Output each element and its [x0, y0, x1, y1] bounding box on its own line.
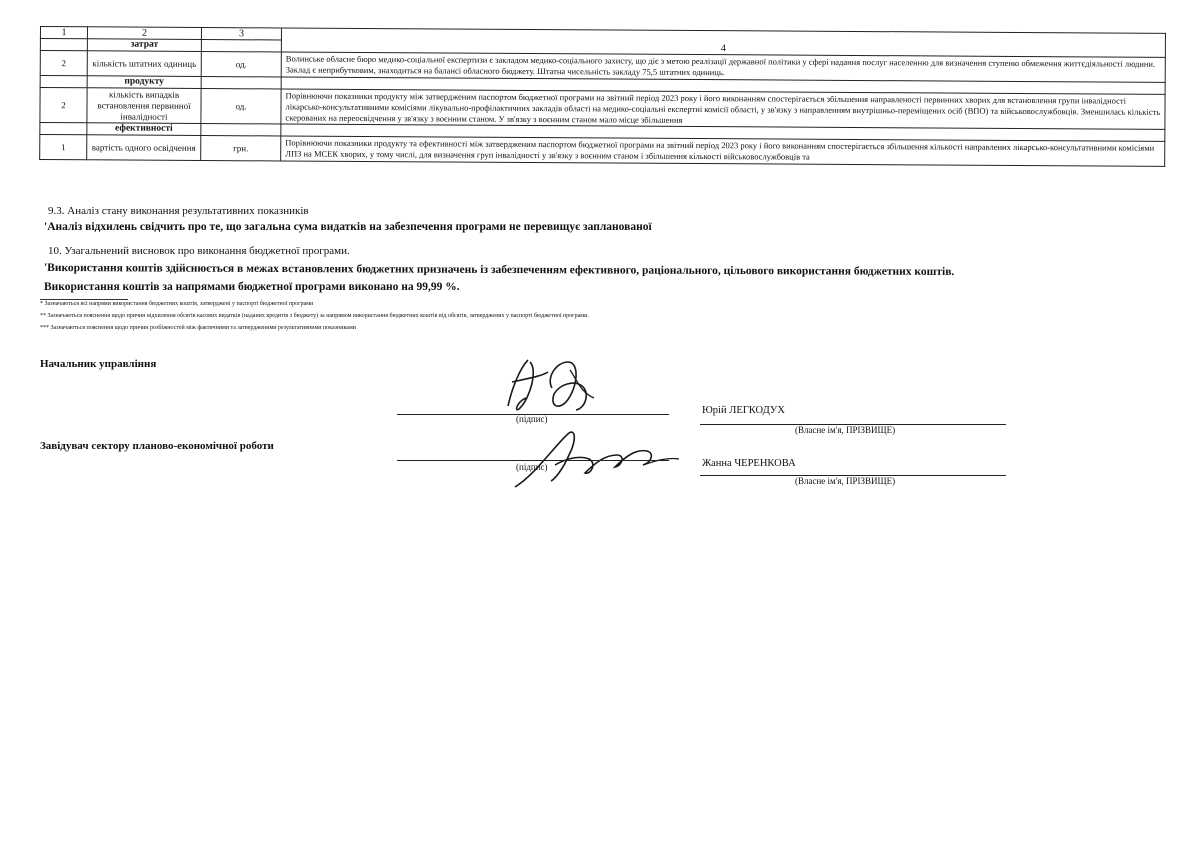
section-9-3-title: 9.3. Аналіз стану виконання результативних показників [48, 205, 309, 217]
row-number: 2 [40, 51, 87, 76]
signature-1-image [490, 348, 610, 428]
row-number: 2 [40, 88, 87, 123]
signature-2-caption: (підпис) [516, 462, 548, 472]
indicator-description: Волинське обласне бюро медико-соціальної експертизи є закладом медико-соціального захисту, що діє з метою реалізації державної політики у сфері надання послуг населенню для визначення ступеню обмеження життєдіяльності людини. Заклад є неприбутковим, знаходиться на балансі обласного бюджету. Штатна чисельність закладу 75,5 штатних одиниць. [281, 52, 1165, 82]
indicators-table [39, 26, 1166, 167]
section-label-zatrat: затрат [87, 39, 201, 52]
row-number: 1 [40, 135, 87, 160]
indicator-name: кількість штатних одиниць [87, 51, 201, 77]
indicator-unit: од. [201, 88, 281, 123]
indicator-unit: од. [201, 51, 281, 76]
header-cell-4: 4 [281, 28, 1165, 57]
indicator-description: Порівнюючи показники продукту та ефективності між затвердженим паспортом бюджетної програми на звітний період 2023 року і його виконанням спостерігається збільшення кількості направлених лікарсько-консультативними комісіями ЛПЗ на МСЕК хворих, у тому числі, для визначення груп інвалідності у зв'язку з воєнним станом і збільшення кількості військовослужбовців та [281, 136, 1165, 166]
header-cell-1: 1 [40, 27, 87, 39]
indicator-name: кількість випадків встановлення первинної інвалідності [87, 88, 201, 124]
signature-1-caption: (підпис) [516, 414, 548, 424]
section-10-line1: 'Використання коштів здійснюється в межах встановлених бюджетних призначень із забезпеченням ефективного, раціонального, цільового використання бюджетних коштів. [43, 262, 955, 278]
footnote-2: ** Зазначаються пояснення щодо причин відхилення обсягів касових видатків (наданих кредитів з бюджету) за напрямом використання бюджетних коштів від обсягів, затверджених у паспорті бюджетної програми. [40, 313, 589, 319]
footnotes [40, 300, 589, 333]
signature-2-line [397, 460, 669, 461]
signer-1-name: Юрій ЛЕГКОДУХ [702, 405, 785, 416]
footnote-1: * Зазначаються всі напрями використання бюджетних коштів, затверджені у паспорті бюджетної програми [40, 301, 314, 307]
signer-2-name: Жанна ЧЕРЕНКОВА [702, 458, 796, 469]
indicator-unit: грн. [201, 135, 281, 160]
section-9-3-text: 'Аналіз відхилень свідчить про те, що загальна сума видатків на забезпечення програми не перевищує запланованої [44, 221, 652, 233]
footnote-3: *** Зазначаються пояснення щодо причин розбіжностей між фактичними та затвердженими результативними показниками [40, 325, 356, 331]
signer-1-position: Начальник управління [40, 358, 157, 370]
signer-1-name-caption: (Власне ім'я, ПРІЗВИЩЕ) [795, 425, 896, 435]
section-10-title: 10. Узагальнений висновок про виконання бюджетної програми. [48, 245, 350, 257]
indicator-description: Порівнюючи показники продукту між затвердженим паспортом бюджетної програми на звітний період 2023 року і його виконанням спостерігається збільшення направленості первинних хворих для встановлення групи інвалідності лікарсько-консультативними комісіями лікувально-профілактичних закладів області на медико-соціальні експертні комісії області, у зв'язку з направленням внутрішньо-переміщених осіб (ВПО) та військовослужбовців. Зменшилась кількість скерованих на переосвідчення у зв'язку з воєнним станом. У зв'язку з воєнним станом мало місце збільшення [281, 89, 1165, 129]
signer-2-name-caption: (Власне ім'я, ПРІЗВИЩЕ) [795, 476, 896, 486]
section-10-line2: Використання коштів за напрямами бюджетної програми виконано на 99,99 %. [44, 281, 460, 293]
header-cell-2: 2 [87, 27, 201, 40]
indicator-name: вартість одного освідчення [87, 135, 201, 161]
signer-2-position: Завідувач сектору планово-економічної роботи [40, 440, 274, 452]
section-label-efektyvnosti: ефективності [87, 123, 201, 136]
section-label-produktu: продукту [87, 76, 201, 89]
header-cell-3: 3 [201, 27, 281, 39]
